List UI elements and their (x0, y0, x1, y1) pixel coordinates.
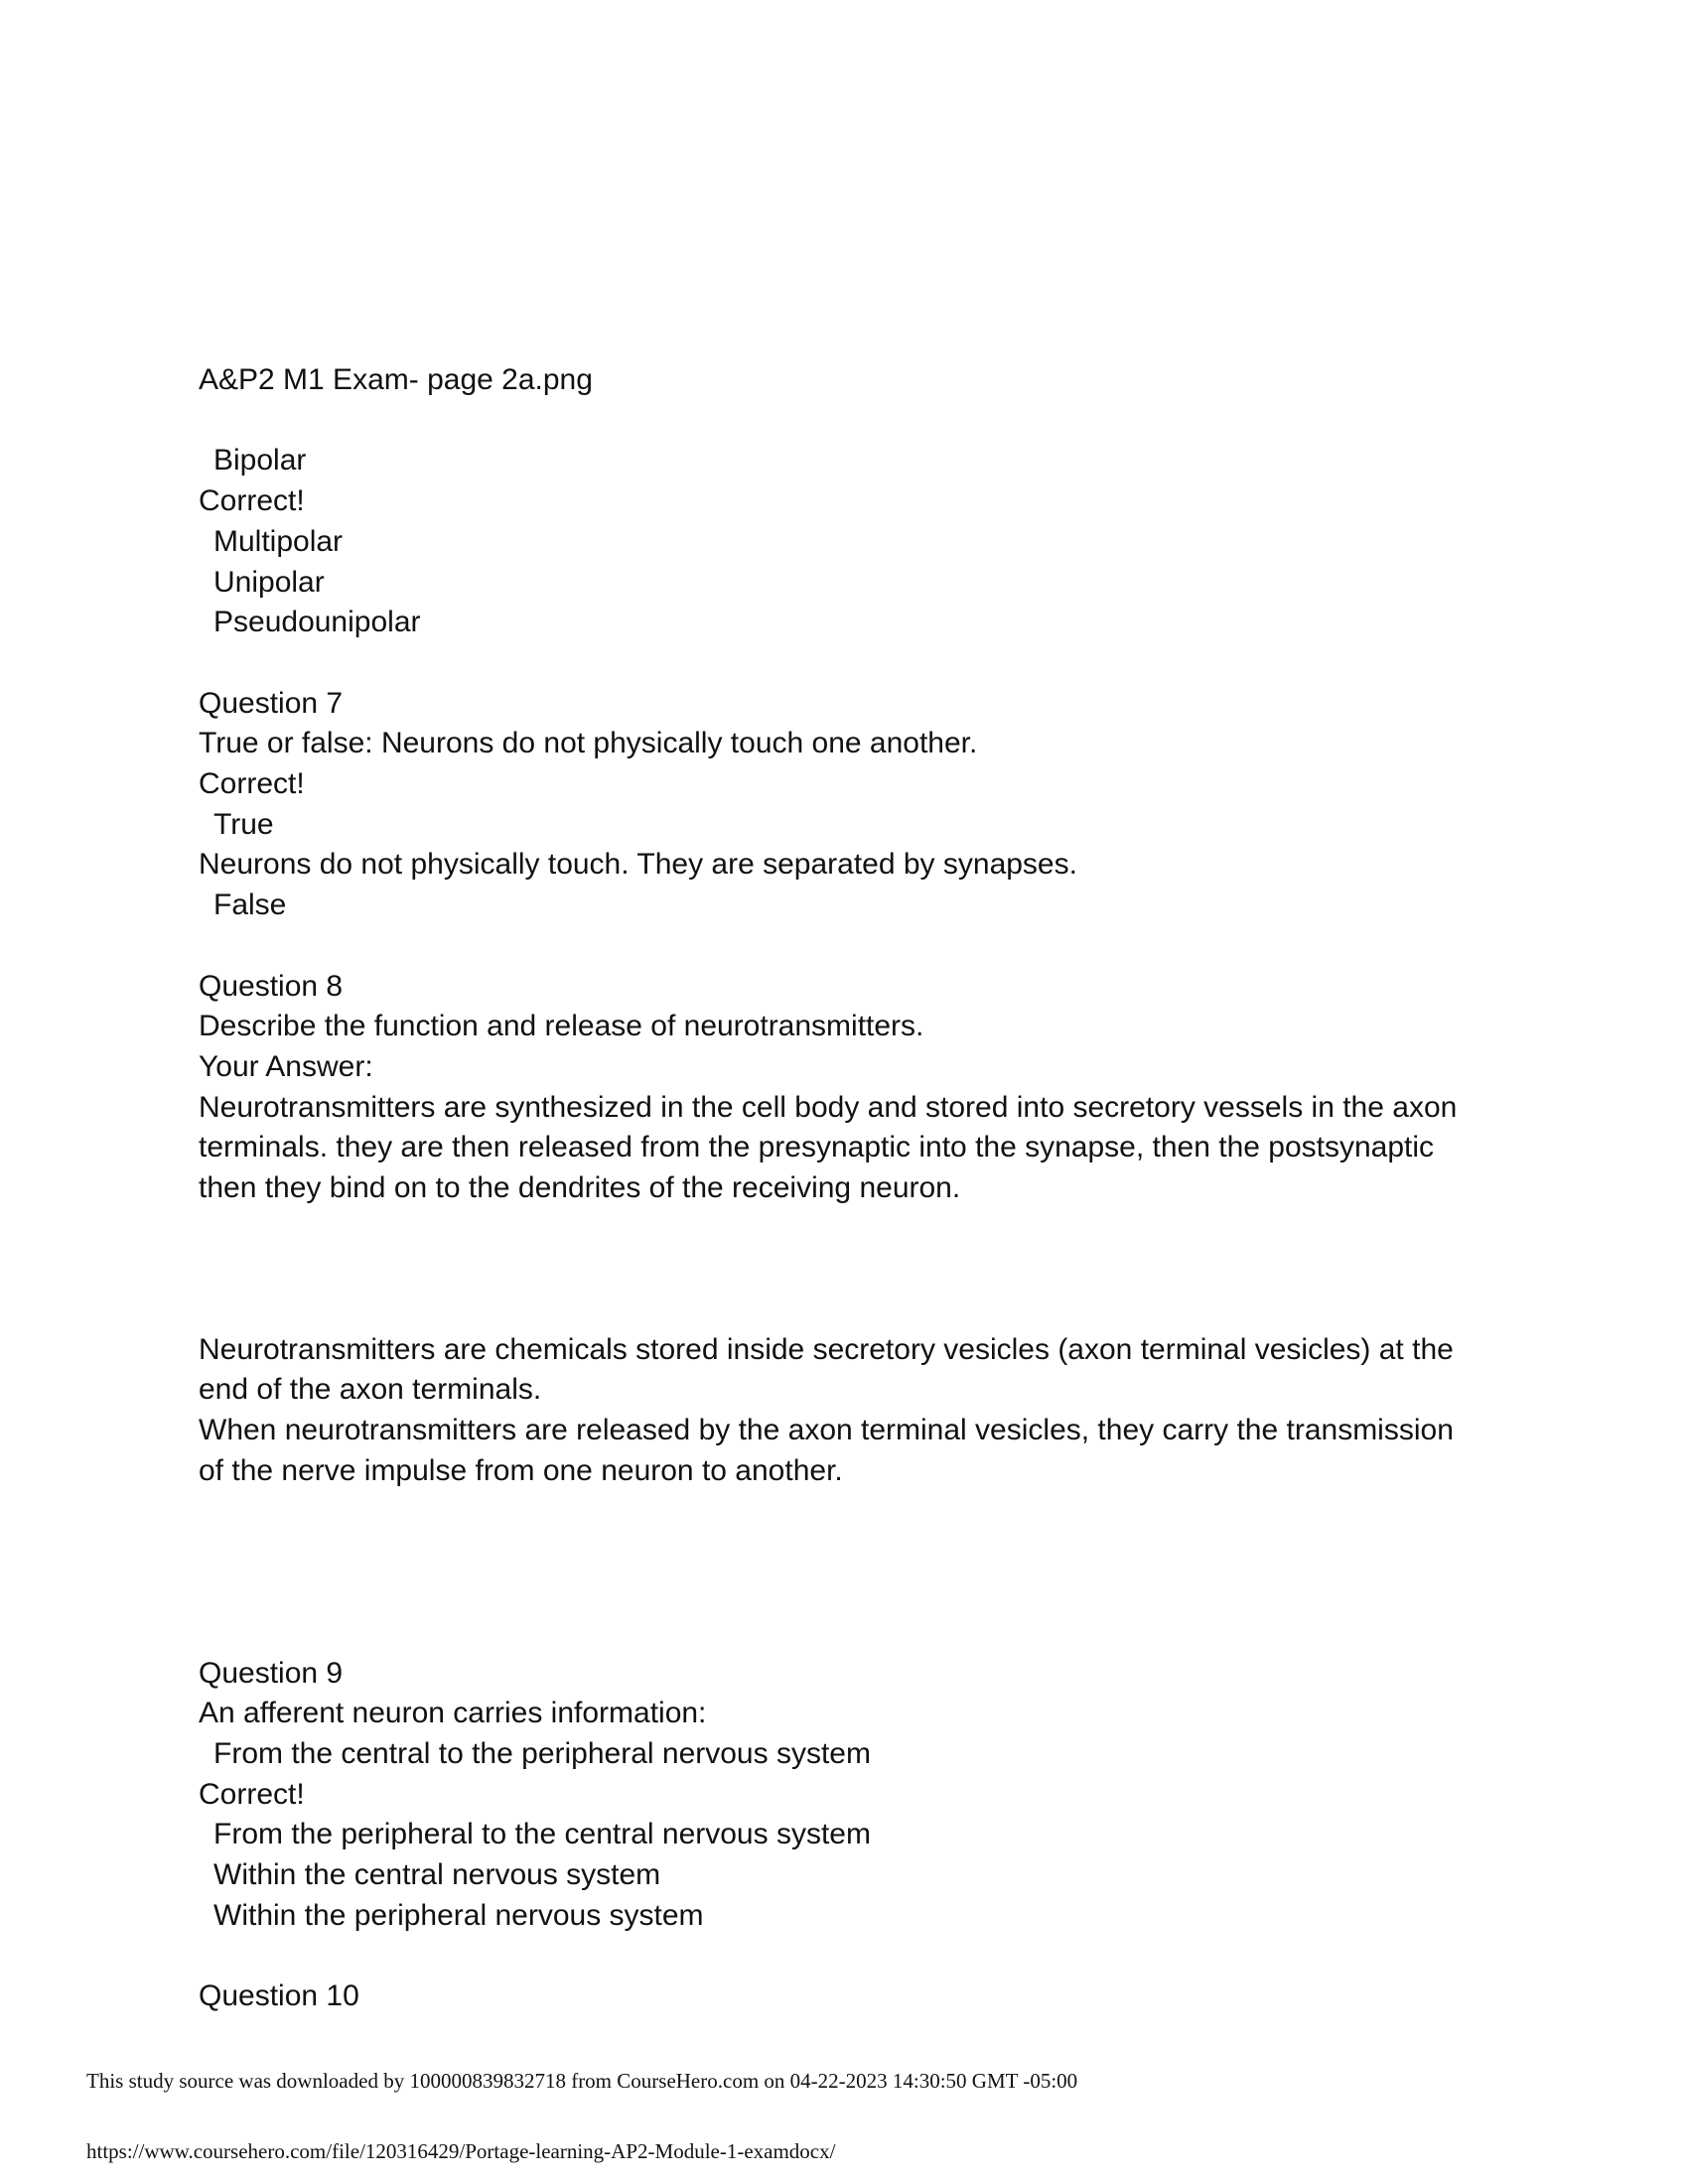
q9-correct-marker: Correct! (199, 1777, 305, 1811)
file-label: A&P2 M1 Exam- page 2a.png (199, 363, 593, 396)
q8-your-answer-label: Your Answer: (199, 1049, 373, 1083)
q6-option-bipolar: Bipolar (213, 444, 307, 478)
q8-title: Question 8 (199, 969, 344, 1003)
source-url: https://www.coursehero.com/file/120316429/Portage-learning-AP2-Module-1-examdocx/ (86, 2139, 836, 2163)
q9-prompt: An afferent neuron carries information: (199, 1697, 707, 1730)
q8-explanation-line: When neurotransmitters are released by the axon terminal vesicles, they carry the transmission (199, 1414, 1454, 1447)
q8-answer-line: Neurotransmitters are synthesized in the cell body and stored into secretory vessels in the axon (199, 1090, 1458, 1124)
q7-option-false: False (213, 888, 287, 922)
q10-title: Question 10 (199, 1979, 359, 2013)
document-body (199, 360, 1489, 2017)
q6-correct-marker: Correct! (199, 484, 305, 518)
q7-title: Question 7 (199, 686, 344, 720)
q7-correct-marker: Correct! (199, 767, 305, 800)
q7-option-true: True (213, 807, 274, 841)
spacer (199, 1492, 1489, 1654)
q8-answer-line: terminals. they are then released from the presynaptic into the synapse, then the postsynaptic (199, 1131, 1435, 1164)
q9-option-central-to-peripheral: From the central to the peripheral nervous system (213, 1736, 871, 1770)
q8-explanation-line: of the nerve impulse from one neuron to another. (199, 1453, 843, 1487)
q9-option-peripheral-to-central: From the peripheral to the central nervous system (213, 1818, 871, 1851)
spacer (199, 1936, 1489, 1977)
spacer (199, 643, 1489, 684)
q9-option-within-central: Within the central nervous system (213, 1858, 661, 1892)
spacer (199, 1209, 1489, 1330)
download-source-notice: This study source was downloaded by 100000839832718 from CourseHero.com on 04-22-2023 14:30:50 GMT -05:00 (86, 2069, 1078, 2093)
spacer (199, 926, 1489, 967)
q6-option-unipolar: Unipolar (213, 565, 325, 599)
q6-option-multipolar: Multipolar (213, 524, 344, 558)
q8-prompt: Describe the function and release of neurotransmitters. (199, 1010, 924, 1043)
q8-explanation-line: Neurotransmitters are chemicals stored inside secretory vesicles (axon terminal vesicles) at the (199, 1332, 1454, 1366)
q8-answer-line: then they bind on to the dendrites of the receiving neuron. (199, 1171, 961, 1205)
q8-explanation-line: end of the axon terminals. (199, 1373, 542, 1407)
q9-option-within-peripheral: Within the peripheral nervous system (213, 1898, 704, 1932)
q7-prompt: True or false: Neurons do not physically touch one another. (199, 727, 978, 760)
q9-title: Question 9 (199, 1656, 344, 1690)
q6-option-pseudounipolar: Pseudounipolar (213, 606, 421, 639)
q7-explanation: Neurons do not physically touch. They are separated by synapses. (199, 848, 1077, 882)
spacer (199, 401, 1489, 442)
